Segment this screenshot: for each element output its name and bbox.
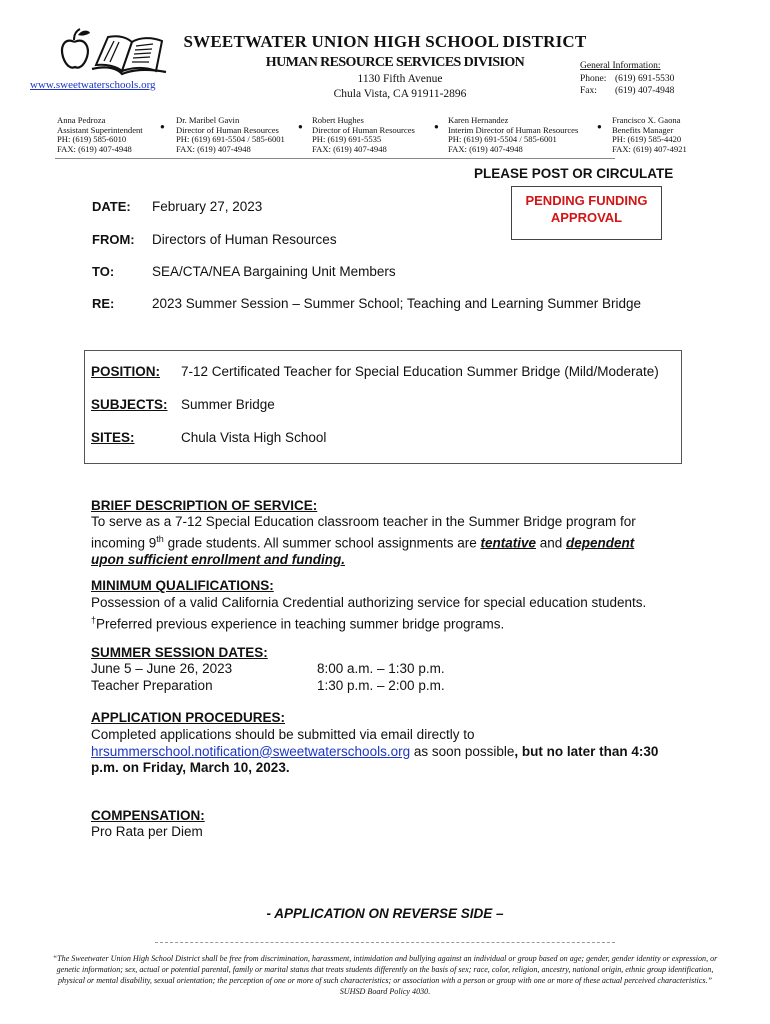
fax-label: Fax: — [580, 86, 597, 96]
bullet-separator: ● — [160, 122, 165, 131]
application-line-1: Completed applications should be submitted via email directly to — [91, 727, 475, 742]
session-dates-row-2-time: 1:30 p.m. – 2:00 p.m. — [317, 678, 445, 693]
description-body — [91, 514, 691, 568]
tentative-emphasis: tentative — [480, 535, 536, 550]
staff-phone: PH: (619) 691-5535 — [312, 134, 382, 145]
staff-contact — [612, 116, 687, 154]
staff-contact — [57, 116, 143, 154]
session-dates-row-1-label: June 5 – June 26, 2023 — [91, 661, 233, 676]
fax-number: (619) 407-4948 — [615, 86, 675, 96]
re-label: RE: — [92, 296, 115, 311]
position-value: 7-12 Certificated Teacher for Special Education Summer Bridge (Mild/Moderate) — [181, 364, 659, 379]
staff-title: Interim Director of Human Resources — [448, 124, 579, 135]
sites-value: Chula Vista High School — [181, 430, 327, 445]
staff-title: Director of Human Resources — [312, 124, 415, 135]
description-heading: BRIEF DESCRIPTION OF SERVICE: — [91, 498, 318, 513]
pending-line-2: APPROVAL — [550, 210, 623, 225]
staff-phone: PH: (619) 691-5504 / 585-6001 — [176, 134, 285, 145]
position-label: POSITION: — [91, 364, 161, 379]
to-value: SEA/CTA/NEA Bargaining Unit Members — [152, 264, 396, 279]
application-email-link[interactable]: hrsummerschool.notification@sweetwaterschools.org — [91, 743, 411, 759]
re-value: 2023 Summer Session – Summer School; Teaching and Learning Summer Bridge — [152, 296, 642, 311]
staff-contact — [312, 116, 415, 154]
division-title: HUMAN RESOURCE SERVICES DIVISION — [265, 55, 525, 70]
website-link[interactable]: www.sweetwaterschools.org — [30, 79, 156, 91]
phone-label: Phone: — [580, 73, 607, 84]
session-dates-heading: SUMMER SESSION DATES: — [91, 645, 268, 660]
description-line-1: To serve as a 7-12 Special Education classroom teacher in the Summer Bridge program for — [91, 514, 636, 529]
dependent-emphasis: dependent — [566, 535, 635, 550]
bullet-separator: ● — [298, 122, 303, 131]
qualifications-line-2 — [91, 612, 711, 633]
deadline-text: , but no later than 4:30 — [514, 743, 659, 759]
staff-title: Director of Human Resources — [176, 124, 279, 135]
staff-phone: PH: (619) 585-4420 — [612, 134, 682, 145]
staff-name: Robert Hughes — [312, 115, 364, 125]
sites-label: SITES: — [91, 430, 135, 445]
application-body — [91, 727, 691, 777]
application-heading: APPLICATION PROCEDURES: — [91, 710, 286, 725]
pending-funding-box — [511, 186, 662, 240]
staff-name: Karen Hernandez — [448, 115, 509, 125]
address-line-2: Chula Vista, CA 91911-2896 — [333, 88, 467, 100]
compensation-value: Pro Rata per Diem — [91, 824, 203, 839]
from-label: FROM: — [92, 232, 135, 247]
staff-name: Francisco X. Gaona — [612, 115, 681, 125]
phone-number: (619) 691-5530 — [615, 73, 675, 84]
footer-divider — [155, 942, 615, 943]
staff-fax: FAX: (619) 407-4948 — [312, 143, 387, 154]
subjects-value: Summer Bridge — [181, 397, 275, 412]
text-span: and — [536, 535, 567, 550]
text-span: Preferred previous experience in teaching summer bridge programs. — [96, 616, 505, 631]
qualifications-body — [91, 595, 711, 633]
session-dates-row-2-label: Teacher Preparation — [91, 678, 213, 693]
session-dates-row-1-time: 8:00 a.m. – 1:30 p.m. — [317, 661, 445, 676]
staff-fax: FAX: (619) 407-4921 — [612, 143, 687, 154]
staff-title: Assistant Superintendent — [57, 124, 143, 135]
dagger-mark: † — [91, 614, 97, 625]
staff-phone: PH: (619) 585-6010 — [57, 134, 127, 145]
staff-name: Dr. Maribel Gavin — [176, 115, 240, 125]
general-info-heading: General Information: — [580, 61, 661, 71]
district-title: SWEETWATER UNION HIGH SCHOOL DISTRICT — [183, 32, 587, 51]
circulate-notice: PLEASE POST OR CIRCULATE — [474, 166, 674, 181]
superscript: th — [156, 533, 164, 544]
description-line-2 — [91, 531, 691, 552]
nondiscrimination-policy: “The Sweetwater Union High School District shall be free from discrimination, harassment, intimidation and bullying against an individual or group based on age; gender, gender identity or expression, or genetic information; sex, actual or potential parental, family or marital status that treats students differently on the basis of sex; race, color, religion, ancestry, national origin, ethnic group identification, physical or mental disability, sexual orientation; the perception of one or more of such characteristics; or association with a person or group with one or more of these actual perceived characteristics.” SUHSD Board Policy 4030. — [52, 954, 718, 996]
staff-phone: PH: (619) 691-5504 / 585-6001 — [448, 134, 557, 145]
staff-fax: FAX: (619) 407-4948 — [448, 143, 523, 154]
staff-fax: FAX: (619) 407-4948 — [57, 143, 132, 154]
text-span: as soon possible — [410, 743, 515, 759]
to-label: TO: — [92, 264, 115, 279]
description-line-3: upon sufficient enrollment and funding. — [91, 551, 345, 567]
reverse-side-note: - APPLICATION ON REVERSE SIDE – — [266, 906, 504, 921]
general-information — [580, 60, 674, 98]
application-line-2 — [91, 744, 691, 761]
pending-line-1: PENDING FUNDING — [525, 193, 648, 208]
staff-contact — [448, 116, 578, 154]
text-span: grade students. All summer school assignments are — [163, 535, 481, 550]
application-line-3: p.m. on Friday, March 10, 2023. — [91, 760, 290, 775]
header-divider — [55, 158, 615, 159]
text-span: incoming 9 — [91, 535, 157, 550]
address-line-1: 1130 Fifth Avenue — [357, 73, 443, 85]
staff-fax: FAX: (619) 407-4948 — [176, 143, 251, 154]
qualifications-line-1: Possession of a valid California Credential authorizing service for special education students. — [91, 595, 647, 610]
qualifications-heading: MINIMUM QUALIFICATIONS: — [91, 578, 274, 593]
staff-name: Anna Pedroza — [57, 115, 106, 125]
staff-title: Benefits Manager — [612, 124, 674, 135]
from-value: Directors of Human Resources — [152, 232, 337, 247]
compensation-heading: COMPENSATION: — [91, 808, 205, 823]
date-value: February 27, 2023 — [152, 199, 263, 214]
date-label: DATE: — [92, 199, 131, 214]
bullet-separator: ● — [597, 122, 602, 131]
subjects-label: SUBJECTS: — [91, 397, 168, 412]
bullet-separator: ● — [434, 122, 439, 131]
staff-contact — [176, 116, 285, 154]
